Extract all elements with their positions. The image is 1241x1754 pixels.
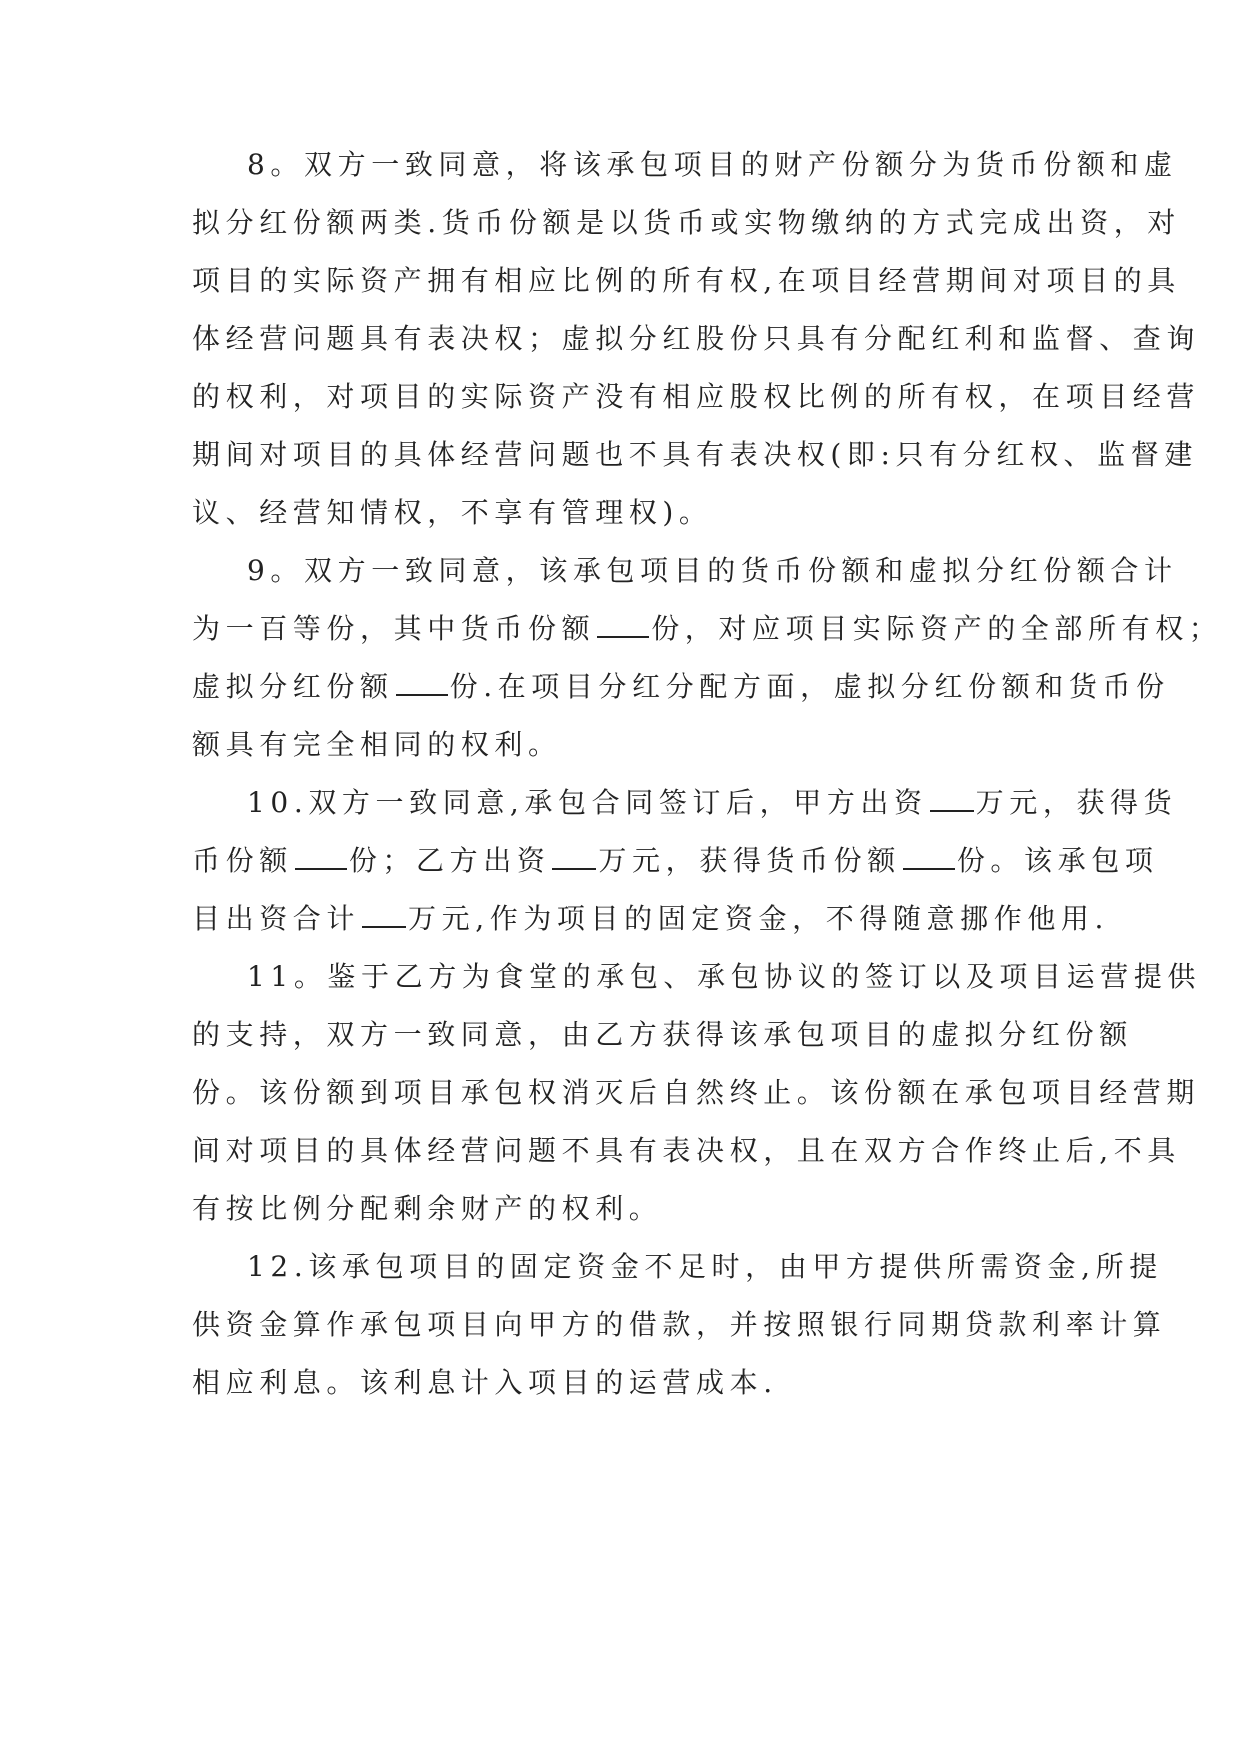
fill-in-blank [930, 786, 974, 812]
text-segment: 份，对应项目实际资产的全部所有权； [651, 612, 1223, 645]
text-line: 期间对项目的具体经营问题也不具有表决权(即:只有分红权、监督建 [192, 438, 1198, 471]
text-segment: 虚拟分红份额 [192, 670, 394, 703]
text-line: 11。鉴于乙方为食堂的承包、承包协议的签订以及项目运营提供 [247, 960, 1202, 993]
text-segment: 10.双方一致同意,承包合同签订后，甲方出资 [247, 786, 928, 819]
text-line: 的权利，对项目的实际资产没有相应股权比例的所有权，在项目经营 [192, 380, 1201, 413]
text-line [192, 899, 1109, 939]
fill-in-blank [295, 844, 347, 870]
fill-in-blank [362, 902, 406, 928]
fill-in-blank [597, 612, 649, 638]
text-line: 间对项目的具体经营问题不具有表决权，且在双方合作终止后,不具 [192, 1134, 1181, 1167]
text-line: 体经营问题具有表决权；虚拟分红股份只具有分配红利和监督、查询 [192, 322, 1201, 355]
text-segment: 万元，获得货币份额 [598, 844, 901, 877]
fill-in-blank [903, 844, 955, 870]
text-segment: 份；乙方出资 [348, 844, 551, 877]
text-segment: 份.在项目分红分配方面，虚拟分红份额和货币份 [449, 670, 1170, 703]
text-segment: 额具有完全相同的权利。 [192, 728, 562, 761]
text-line [192, 725, 562, 765]
text-line: 8。双方一致同意，将该承包项目的财产份额分为货币份额和虚 [247, 148, 1178, 181]
text-line: 的支持，双方一致同意，由乙方获得该承包项目的虚拟分红份额 [192, 1018, 1133, 1051]
text-line [192, 667, 1170, 707]
fill-in-blank [396, 670, 448, 696]
text-line: 拟分红份额两类.货币份额是以货币或实物缴纳的方式完成出资，对 [192, 206, 1181, 239]
text-line [192, 609, 1222, 649]
text-segment: 目出资合计 [192, 902, 361, 935]
text-line: 份。该份额到项目承包权消灭后自然终止。该份额在承包项目经营期 [192, 1076, 1201, 1109]
text-line: 有按比例分配剩余财产的权利。 [192, 1192, 663, 1225]
text-line [247, 551, 1178, 591]
text-line: 项目的实际资产拥有相应比例的所有权,在项目经营期间对项目的具 [192, 264, 1181, 297]
fill-in-blank [552, 844, 596, 870]
text-line: 12.该承包项目的固定资金不足时，由甲方提供所需资金,所提 [247, 1250, 1163, 1283]
text-line: 相应利息。该利息计入项目的运营成本. [192, 1366, 778, 1399]
text-segment: 份。该承包项 [956, 844, 1159, 877]
text-segment: 万元,作为项目的固定资金，不得随意挪作他用. [408, 902, 1110, 935]
text-line: 供资金算作承包项目向甲方的借款，并按照银行同期贷款利率计算 [192, 1308, 1167, 1341]
text-line [247, 783, 1177, 823]
text-segment: 万元，获得货 [975, 786, 1178, 819]
text-line [192, 841, 1158, 881]
text-segment: 币份额 [192, 844, 293, 877]
text-line: 议、经营知情权，不享有管理权)。 [192, 496, 713, 529]
text-segment: 为一百等份，其中货币份额 [192, 612, 596, 645]
text-segment: 9。双方一致同意，该承包项目的货币份额和虚拟分红份额合计 [247, 554, 1178, 587]
